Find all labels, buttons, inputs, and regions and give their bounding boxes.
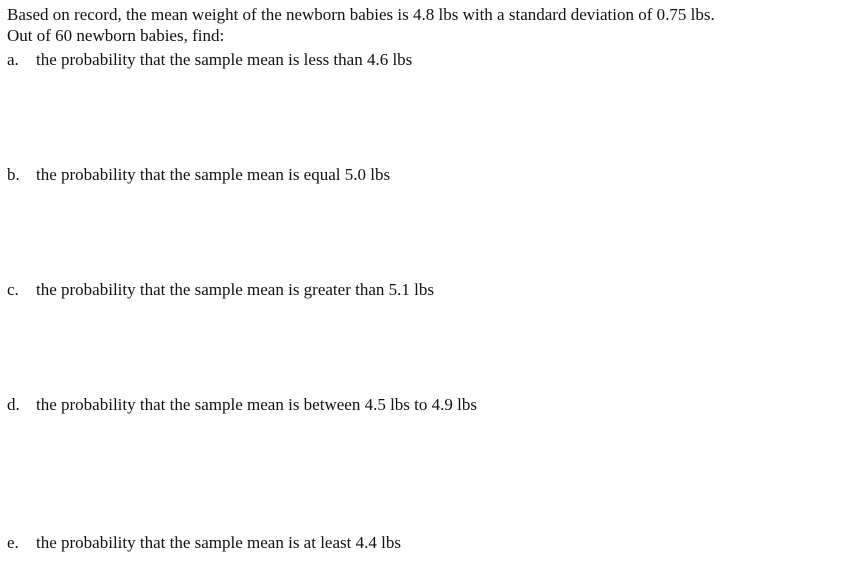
question-text: the probability that the sample mean is between 4.5 lbs to 4.9 lbs	[36, 395, 477, 414]
question-letter: a.	[7, 50, 19, 69]
problem-intro-line-1: Based on record, the mean weight of the newborn babies is 4.8 lbs with a standard deviation of 0.75 lbs.	[7, 5, 715, 24]
question-letter: b.	[7, 165, 20, 184]
question-item-b	[7, 164, 390, 185]
question-item-d	[7, 394, 477, 415]
question-item-c	[7, 279, 434, 300]
question-letter: e.	[7, 533, 19, 552]
question-text: the probability that the sample mean is at least 4.4 lbs	[36, 533, 401, 552]
question-text: the probability that the sample mean is less than 4.6 lbs	[36, 50, 413, 69]
problem-intro-line-2: Out of 60 newborn babies, find:	[7, 26, 225, 45]
question-text: the probability that the sample mean is equal 5.0 lbs	[36, 165, 391, 184]
question-letter: c.	[7, 280, 19, 299]
question-item-e	[7, 532, 401, 553]
question-text: the probability that the sample mean is greater than 5.1 lbs	[36, 280, 434, 299]
problem-statement	[7, 4, 715, 46]
question-letter: d.	[7, 395, 20, 414]
question-item-a	[7, 49, 412, 70]
